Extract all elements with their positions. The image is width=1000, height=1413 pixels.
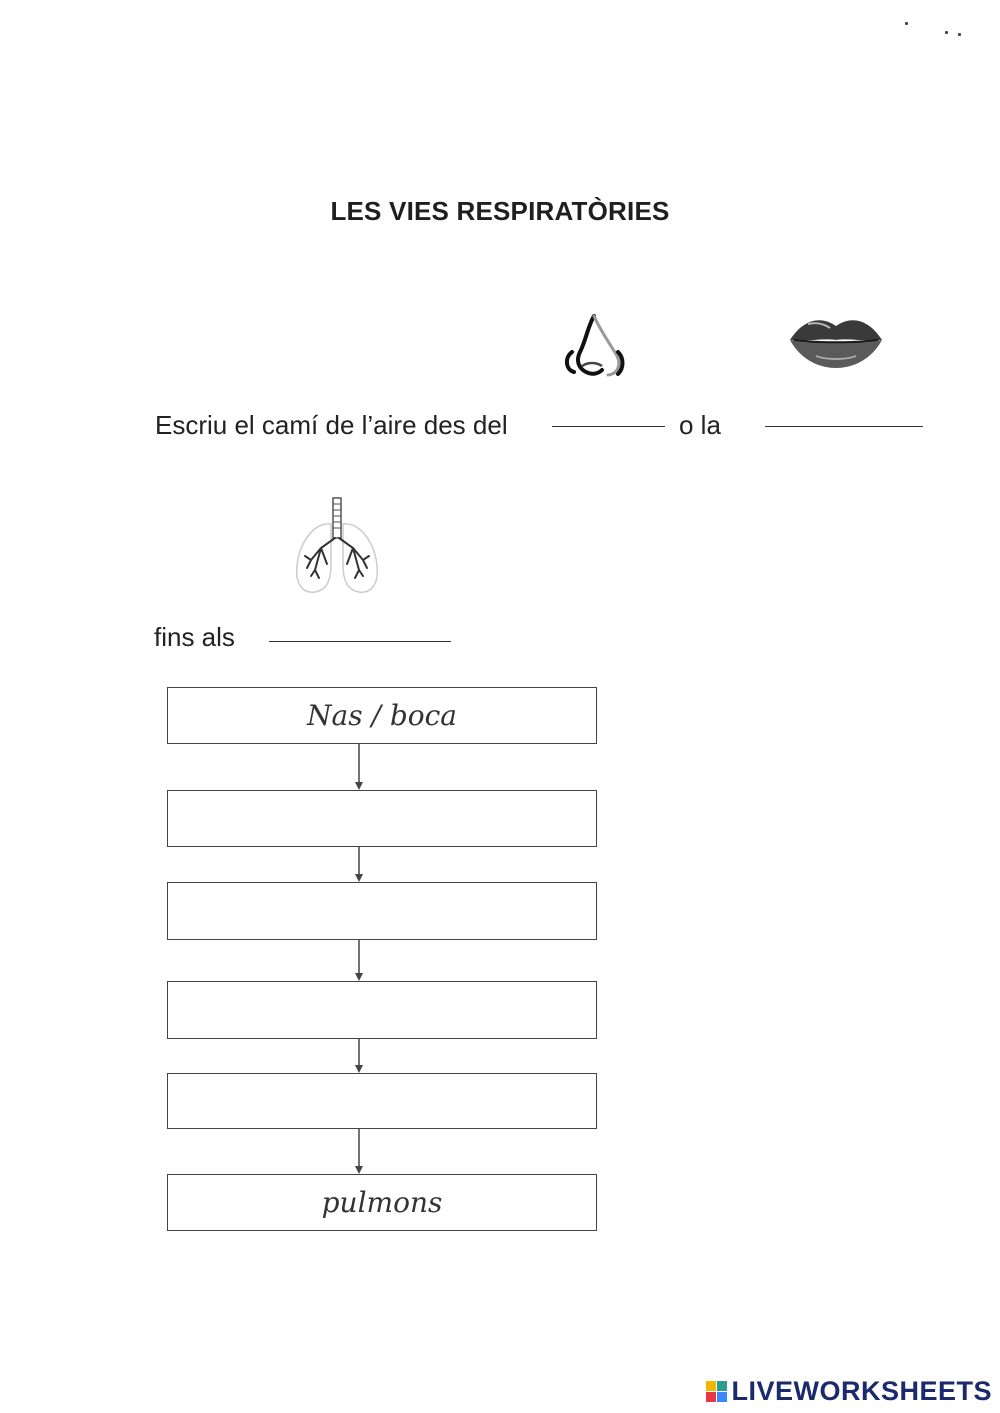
arrow-down-icon: [352, 940, 366, 981]
liveworksheets-logo: [706, 1376, 992, 1407]
flow-box-6: [167, 1174, 597, 1231]
flow-input-2[interactable]: [168, 791, 596, 846]
flow-box-4: [167, 981, 597, 1039]
lungs-icon: [293, 494, 381, 598]
page-title: LES VIES RESPIRATÒRIES: [330, 196, 670, 226]
flow-box-1: [167, 687, 597, 744]
prompt-text-end: fins als: [154, 622, 235, 652]
answer-blank-nose[interactable]: [552, 426, 665, 427]
scan-speck: [905, 22, 908, 25]
flow-box-5: [167, 1073, 597, 1129]
arrow-down-icon: [352, 847, 366, 882]
prompt-text-mid: o la: [679, 410, 721, 440]
logo-squares-icon: [706, 1381, 727, 1402]
brand-text: LIVEWORKSHEETS: [731, 1376, 992, 1406]
flow-box-3: [167, 882, 597, 940]
answer-blank-lungs[interactable]: [269, 641, 451, 642]
arrow-down-icon: [352, 744, 366, 790]
flow-box-2: [167, 790, 597, 847]
scan-speck: [958, 33, 961, 36]
flow-input-5[interactable]: [168, 1074, 596, 1128]
mouth-icon: [786, 312, 886, 370]
nose-icon: [558, 312, 628, 380]
flow-input-1[interactable]: [168, 688, 596, 743]
flow-input-6[interactable]: [168, 1175, 596, 1230]
answer-blank-mouth[interactable]: [765, 426, 923, 427]
prompt-text-start: Escriu el camí de l’aire des del: [155, 410, 508, 440]
scan-speck: [945, 31, 948, 34]
arrow-down-icon: [352, 1129, 366, 1174]
flow-input-3[interactable]: [168, 883, 596, 939]
arrow-down-icon: [352, 1039, 366, 1073]
flow-input-4[interactable]: [168, 982, 596, 1038]
